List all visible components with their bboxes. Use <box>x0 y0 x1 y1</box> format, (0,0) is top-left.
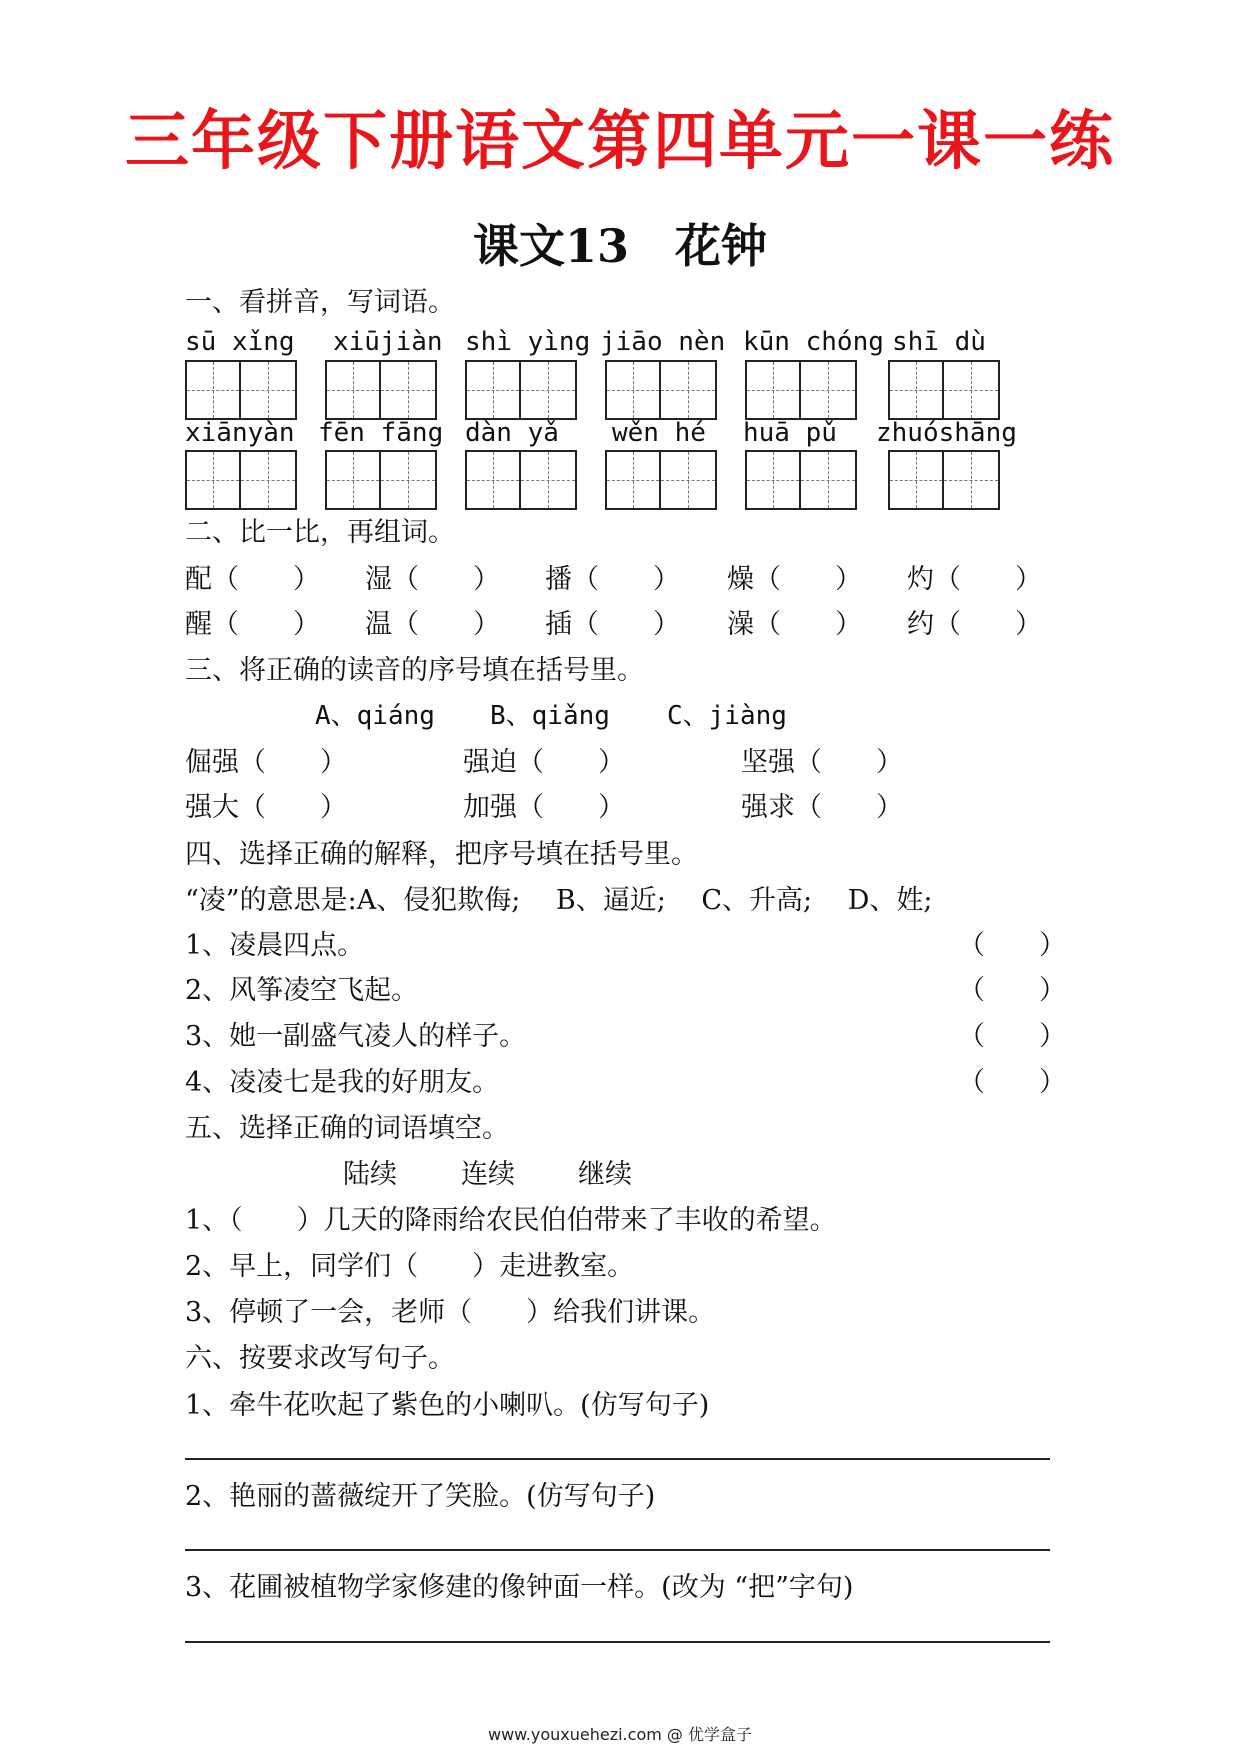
rewrite-item: 3、花圃被植物学家修建的像钟面一样。(改为 “把”字句) <box>185 1572 854 1603</box>
meaning-item: 1、凌晨四点。 <box>185 930 365 961</box>
writing-grid[interactable] <box>325 360 437 420</box>
answer-blank[interactable]: （ ） <box>958 975 1066 1006</box>
answer-line[interactable] <box>185 1458 1050 1460</box>
section-4-heading: 四、选择正确的解释，把序号填在括号里。 <box>185 839 698 870</box>
compare-item: 醒（ ） <box>185 609 320 640</box>
compare-item: 播（ ） <box>545 564 680 595</box>
pinyin-label: wěn hé <box>612 418 706 448</box>
lesson-title: 课文13 花钟 <box>472 219 767 273</box>
pinyin-label: xiānyàn <box>185 418 295 448</box>
answer-line[interactable] <box>185 1641 1050 1643</box>
word-choice: 连续 <box>461 1159 515 1190</box>
reading-item: 强迫（ ） <box>463 747 625 778</box>
rewrite-item: 2、艳丽的蔷薇绽开了笑脸。(仿写句子) <box>185 1481 656 1512</box>
reading-item: 坚强（ ） <box>741 747 903 778</box>
compare-item: 温（ ） <box>365 609 500 640</box>
compare-item: 插（ ） <box>545 609 680 640</box>
meaning-intro: “凌”的意思是:A、侵犯欺侮; B、逼近; C、升高; D、姓; <box>185 885 933 916</box>
writing-grid[interactable] <box>888 360 1000 420</box>
writing-grid[interactable] <box>605 360 717 420</box>
fill-item: 3、停顿了一会，老师（ ）给我们讲课。 <box>185 1297 716 1328</box>
writing-grid[interactable] <box>888 450 1000 510</box>
page-title: 三年级下册语文第四单元一课一练 <box>125 104 1115 179</box>
pinyin-label: huā pǔ <box>743 418 837 448</box>
writing-grid[interactable] <box>465 360 577 420</box>
compare-item: 澡（ ） <box>727 609 862 640</box>
pinyin-label: shì yìng <box>465 327 591 357</box>
writing-grid[interactable] <box>745 450 857 510</box>
compare-item: 约（ ） <box>907 609 1042 640</box>
meaning-item: 4、凌凌七是我的好朋友。 <box>185 1067 500 1098</box>
pinyin-label: shī dù <box>892 327 986 357</box>
reading-item: 倔强（ ） <box>185 747 347 778</box>
compare-item: 灼（ ） <box>907 564 1042 595</box>
pinyin-label: fēn fāng <box>318 418 444 448</box>
footer-watermark: www.youxuehezi.com @ 优学盒子 <box>488 1725 752 1744</box>
section-1-heading: 一、看拼音，写词语。 <box>185 287 455 318</box>
answer-blank[interactable]: （ ） <box>958 1021 1066 1052</box>
section-3-heading: 三、将正确的读音的序号填在括号里。 <box>185 655 644 686</box>
pinyin-label: zhuóshāng <box>876 418 1017 448</box>
rewrite-item: 1、牵牛花吹起了紫色的小喇叭。(仿写句子) <box>185 1390 710 1421</box>
compare-item: 燥（ ） <box>727 564 862 595</box>
writing-grid[interactable] <box>325 450 437 510</box>
fill-item: 2、早上，同学们（ ）走进教室。 <box>185 1251 635 1282</box>
answer-blank[interactable]: （ ） <box>958 1067 1066 1098</box>
writing-grid[interactable] <box>185 360 297 420</box>
answer-line[interactable] <box>185 1549 1050 1551</box>
reading-item: 强求（ ） <box>741 792 903 823</box>
reading-option: C、jiàng <box>667 701 787 731</box>
pinyin-label: dàn yǎ <box>465 418 559 448</box>
reading-option: A、qiáng <box>315 701 435 731</box>
section-6-heading: 六、按要求改写句子。 <box>185 1343 455 1374</box>
meaning-item: 3、她一副盛气凌人的样子。 <box>185 1021 527 1052</box>
word-choice: 继续 <box>578 1159 632 1190</box>
reading-item: 加强（ ） <box>463 792 625 823</box>
pinyin-label: kūn chóng <box>743 327 884 357</box>
section-2-heading: 二、比一比，再组词。 <box>185 517 455 548</box>
writing-grid[interactable] <box>605 450 717 510</box>
writing-grid[interactable] <box>465 450 577 510</box>
pinyin-label: jiāo nèn <box>600 327 726 357</box>
meaning-item: 2、风筝凌空飞起。 <box>185 975 419 1006</box>
reading-item: 强大（ ） <box>185 792 347 823</box>
pinyin-label: sū xǐng <box>185 327 295 357</box>
section-5-heading: 五、选择正确的词语填空。 <box>185 1113 509 1144</box>
compare-item: 配（ ） <box>185 564 320 595</box>
writing-grid[interactable] <box>185 450 297 510</box>
fill-item: 1、（ ）几天的降雨给农民伯伯带来了丰收的希望。 <box>185 1205 837 1236</box>
compare-item: 湿（ ） <box>365 564 500 595</box>
answer-blank[interactable]: （ ） <box>958 930 1066 961</box>
writing-grid[interactable] <box>745 360 857 420</box>
word-choice: 陆续 <box>343 1159 397 1190</box>
reading-option: B、qiǎng <box>490 701 610 731</box>
pinyin-label: xiūjiàn <box>333 327 443 357</box>
